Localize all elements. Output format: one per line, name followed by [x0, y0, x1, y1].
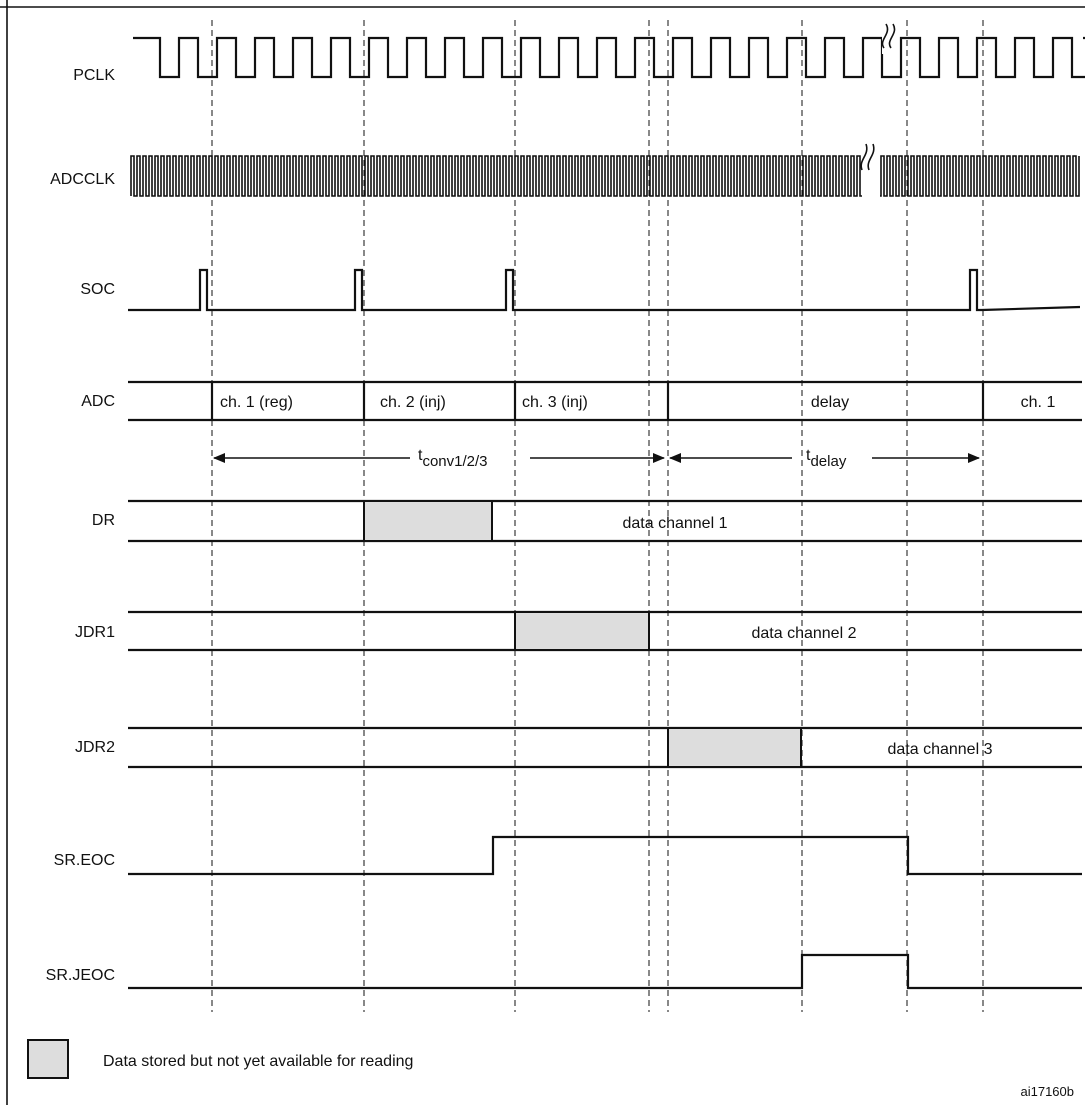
adc-phase-ch1: ch. 1 [1020, 394, 1056, 411]
soc-waveform [128, 270, 1080, 310]
label-sr-jeoc: SR.JEOC [45, 967, 115, 984]
label-jdr2: JDR2 [74, 739, 115, 756]
legend [28, 1040, 413, 1078]
jdr1-bus [128, 612, 1082, 650]
adc-phase-ch3-inj: ch. 3 (inj) [522, 394, 588, 411]
conv-time-arrow [214, 447, 664, 470]
sr-eoc-waveform [128, 837, 1082, 874]
pclk-waveform [133, 38, 1085, 77]
jdr2-bus [128, 728, 1082, 767]
jdr2-data-label: data channel 3 [887, 741, 993, 758]
dr-data-label: data channel 1 [622, 515, 728, 532]
label-dr: DR [91, 512, 115, 529]
sr-jeoc-waveform [128, 955, 1082, 988]
signal-labels [46, 67, 116, 984]
label-sr-eoc: SR.EOC [53, 852, 115, 869]
delay-time-main: t [806, 447, 811, 464]
dr-stored-box [364, 501, 492, 541]
label-pclk: PCLK [73, 67, 115, 84]
adc-phase-delay: delay [810, 394, 850, 411]
adcclk-break-mark [861, 144, 880, 198]
adc-phase-ch1-reg: ch. 1 (reg) [220, 394, 293, 411]
legend-swatch [28, 1040, 68, 1078]
label-adcclk: ADCCLK [50, 171, 115, 188]
label-soc: SOC [80, 281, 115, 298]
label-adc: ADC [81, 393, 115, 410]
adc-bus [128, 382, 1082, 420]
jdr1-data-label: data channel 2 [751, 625, 857, 642]
adcclk-waveform [131, 156, 1079, 196]
delay-time-sub: delay [810, 453, 847, 470]
adc-phase-ch2-inj: ch. 2 (inj) [380, 394, 446, 411]
label-jdr1: JDR1 [74, 624, 115, 641]
conv-time-main: t [418, 447, 423, 464]
delay-time-arrow [670, 447, 979, 470]
conv-time-sub: conv1/2/3 [422, 453, 488, 470]
dr-bus [128, 501, 1082, 541]
conv-time-label [418, 447, 488, 470]
figure-id: ai17160b [1020, 1084, 1074, 1099]
delay-time-label [806, 447, 847, 470]
jdr1-stored-box [515, 612, 649, 650]
legend-text: Data stored but not yet available for reading [103, 1053, 414, 1070]
pclk-break-mark [882, 22, 896, 54]
jdr2-stored-box [668, 728, 801, 767]
